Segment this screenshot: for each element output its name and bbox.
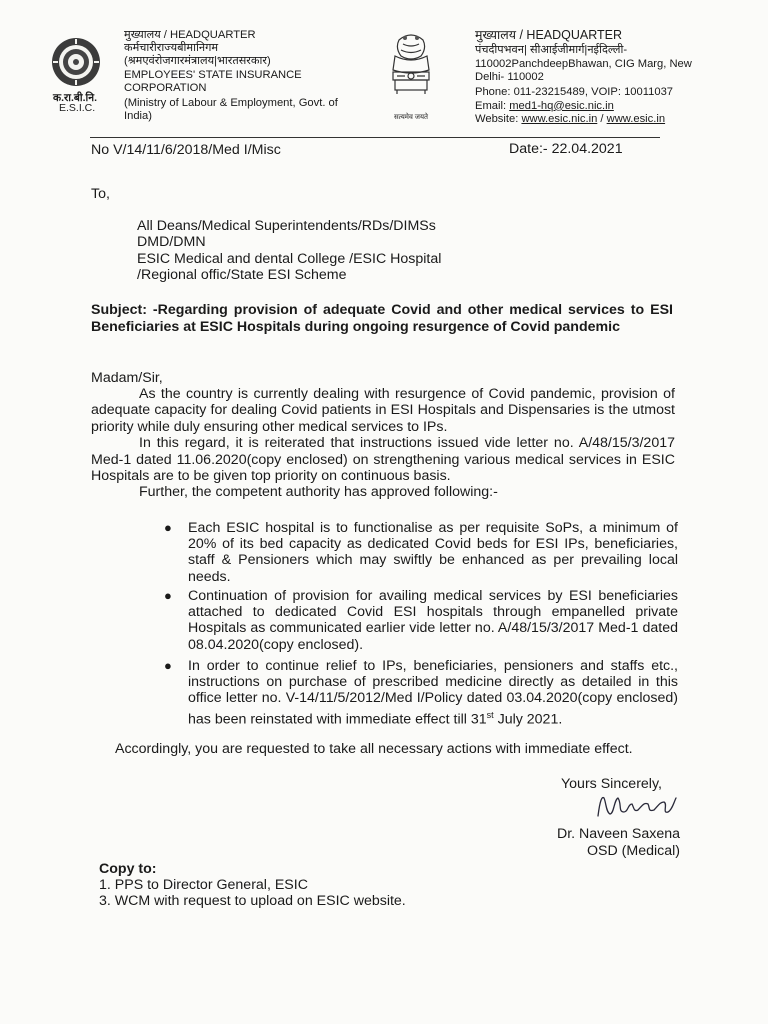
reference-number: No V/14/11/6/2018/Med I/Misc xyxy=(91,142,281,158)
left-header-line6: (Ministry of Labour & Employment, Govt. of xyxy=(124,97,338,110)
left-header xyxy=(124,29,354,123)
bullet-item-3 xyxy=(164,658,678,728)
website-label: Website: xyxy=(475,112,522,125)
right-header-line2: पंचदीपभवन| सीआईजीमार्ग|नईदिल्ली- xyxy=(475,44,628,56)
right-header-line3: 110002PanchdeepBhawan, CIG Marg, New xyxy=(475,58,692,70)
left-header-line5: CORPORATION xyxy=(124,81,207,94)
yours-sincerely: Yours Sincerely, xyxy=(561,776,662,792)
signatory-name: Dr. Naveen Saxena xyxy=(556,826,680,842)
left-header-line3: (श्रमएवंरोजगारमंत्रालय|भारतसरकार) xyxy=(124,55,271,68)
addressee-line: All Deans/Medical Superintendents/RDs/DIMSs xyxy=(137,218,436,234)
bullet-3-main: In order to continue relief to IPs, beneficiaries, pensioners and staffs etc., instructions on purchase of prescribed medicine directly as detailed in this office letter no. V-14/11/5/2012/Med I/Policy dated 03.04.2020(copy enclosed) has been reinstated with immediate effect till 31 xyxy=(188,658,678,728)
email-label: Email: xyxy=(475,99,510,112)
website-link-1[interactable]: www.esic.nic.in xyxy=(521,112,598,125)
website-line xyxy=(475,113,735,126)
bullet-3-superscript: st xyxy=(486,709,494,720)
website-link-2[interactable]: www.esic.in xyxy=(606,112,666,125)
bullet-text-1: Each ESIC hospital is to functionalise as per requisite SoPs, a minimum of 20% of its bed capacity as dedicated Covid beds for ESI IPs, beneficiaries, staff & Pensioners which may swiftly be enhanced as per prevailing local needs. xyxy=(188,520,678,585)
letter-date: Date:- 22.04.2021 xyxy=(509,141,623,157)
email-line xyxy=(475,100,735,113)
handwritten-signature xyxy=(592,790,682,822)
bullet-3-end: July 2021. xyxy=(493,711,563,728)
national-emblem xyxy=(385,30,437,120)
paragraph-3: Further, the competent authority has approved following:- xyxy=(139,484,498,501)
copy-to-item: 3. WCM with request to upload on ESIC website. xyxy=(99,893,406,910)
left-header-line1: मुख्यालय / HEADQUARTER xyxy=(124,29,256,41)
bullet-text-3 xyxy=(188,658,678,728)
closing-paragraph: Accordingly, you are requested to take all necessary actions with immediate effect. xyxy=(115,741,633,757)
subject-label: Subject: xyxy=(91,302,147,318)
lion-capital-icon xyxy=(385,30,437,110)
bullet-item-2 xyxy=(164,588,678,653)
bullet-item-1 xyxy=(164,520,678,585)
paragraph-1: As the country is currently dealing with resurgence of Covid pandemic, provision of adequate capacity for dealing Covid patients in ESI Hospitals and Dispensaries is the utmost priority while duly ensuring other medical services to IPs. xyxy=(91,386,675,435)
to-label: To, xyxy=(91,186,110,202)
bullet-icon: ● xyxy=(164,588,172,603)
bullet-icon: ● xyxy=(164,658,172,673)
right-header-line5: Phone: 011-23215489, VOIP: 10011037 xyxy=(475,86,674,99)
emblem-motto: सत्यमेव जयते xyxy=(393,114,429,121)
esic-logo xyxy=(50,36,102,88)
copy-to-heading: Copy to: xyxy=(99,861,157,877)
left-header-line2: कर्मचारीराज्यबीमानिगम xyxy=(124,42,219,55)
copy-to-list xyxy=(99,877,406,910)
left-header-line7: India) xyxy=(124,110,152,123)
esic-logo-icon xyxy=(50,36,102,88)
addressee-line: DMD/DMN xyxy=(137,234,206,251)
subject xyxy=(91,302,673,335)
website-separator: / xyxy=(597,112,607,125)
logo-text-hindi: क.रा.बी.नि. xyxy=(53,92,98,104)
logo-text-english: E.S.I.C. xyxy=(59,102,96,114)
body-paragraphs xyxy=(91,386,675,501)
salutation: Madam/Sir, xyxy=(91,370,163,386)
copy-to-item: 1. PPS to Director General, ESIC xyxy=(99,877,308,893)
signatory-designation: OSD (Medical) xyxy=(586,843,680,859)
signature-icon xyxy=(592,790,682,822)
paragraph-2: In this regard, it is reiterated that instructions issued vide letter no. A/48/15/3/2017 Med-1 dated 11.06.2020(copy enclosed) on strengthening various medical services in ESIC Hospitals are to be given top priority on continuous basis. xyxy=(91,435,675,485)
left-header-line4: EMPLOYEES' STATE INSURANCE xyxy=(124,68,302,81)
addressee-line: /Regional offic/State ESI Scheme xyxy=(137,267,347,284)
email-link[interactable]: med1-hq@esic.nic.in xyxy=(509,99,614,112)
right-header xyxy=(475,28,735,126)
right-header-line1: मुख्यालय / HEADQUARTER xyxy=(475,28,623,42)
right-header-line4: Delhi- 110002 xyxy=(475,71,544,84)
header-divider xyxy=(90,137,660,138)
bullet-text-2: Continuation of provision for availing medical services by ESI beneficiaries attached to dedicated Covid ESI hospitals through empanelled private Hospitals as communicated earlier vide letter no. A/48/15/3/2017 Med-1 dated 08.04.2020(copy enclosed). xyxy=(188,588,678,653)
addressee-list xyxy=(137,218,441,284)
bullet-icon: ● xyxy=(164,520,172,535)
addressee-line: ESIC Medical and dental College /ESIC Hospital xyxy=(137,250,442,267)
subject-text: -Regarding provision of adequate Covid and other medical services to ESI Beneficiaries at ESIC Hospitals during ongoing resurgence of Covid pandemic xyxy=(91,302,673,335)
